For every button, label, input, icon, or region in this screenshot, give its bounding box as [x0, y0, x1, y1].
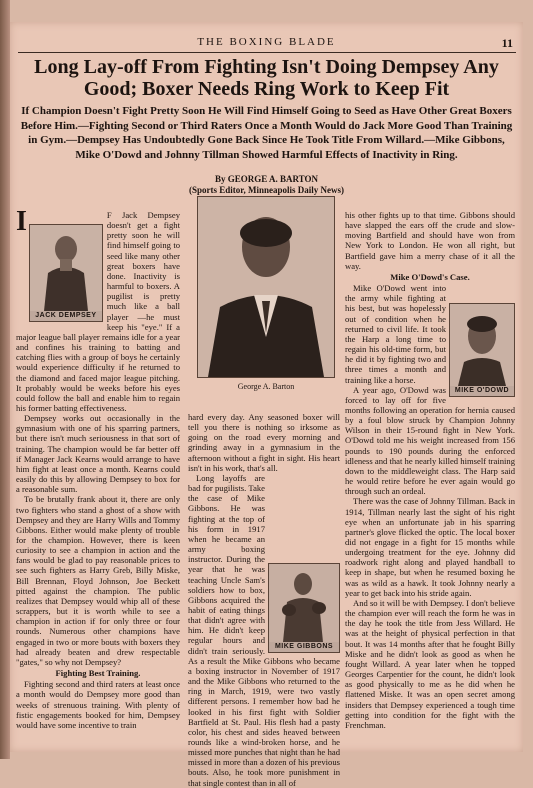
col3-section-heading: Mike O'Dowd's Case.: [390, 271, 470, 282]
col2-para-2: Long layoffs are bad for pugilists. Take the case of Mike Gibbons. He was fighting at the top of his form in 1917 when he became an army boxing instructor. During the year that he was teaching Uncle Sam's soldiers how to box, Gibbons acquired the habit of eating things that didn't agree with him. He didn't keep regular hours and didn't train seriously. As a result the Mike Gibbons who became a boxing instructor in November of 1917 and the Mike Gibbons who returned to the ring in March, 1919, were two vastly different persons. I remember how bad he looked in his first fight with Soldier Bartfield at St. Paul. His flesh had a pasty color, his chest and sides heaved between rounds like a wind-broken horse, and he missed more punches that night than he had missed in more than a dozen of his previous bouts. Also, he took more punishment in that single contest than in all of: [188, 472, 340, 788]
gibbons-photo: [268, 563, 340, 653]
column-2: [188, 412, 340, 788]
col3-para-4: There was the case of Johnny Tillman. Back in 1914, Tillman nearly last the sight of his right eye when an unfortunate jab in his sparring partner's glove flicked the optic. The local boxer did not engage in a fight for 15 months while undergoing treatment for the eye. Johnny did roadwork right along and played handball to keep in shape, but when he resumed boxing he was as wild as a hawk. It took Johnny nearly a year to get back into his stride again.: [345, 496, 515, 598]
author-photo: [197, 196, 335, 400]
column-3: [345, 210, 515, 730]
col3-para-3: A year ago, O'Dowd was forced to lay off for five months following an operation for hernia caused by a foul blow struck by Champion Johnny Wilson in their 15-round fight in New York. O'Dowd told me his weight increased from 156 pounds to 190 pounds during the enforced idleness and that he nearly killed himself training down to the middleweight class. The Harp said he would retire before he ever again would go through such an ordeal.: [345, 384, 515, 497]
col1-para-1: F Jack Dempsey doesn't get a fight pretty soon he will find himself going to seed like many other great boxers have done. Inactivity is harmful to boxers. A pugilist is pretty much like a ball player —he must keep his "eye." If a major league ball player remains idle for a year and confines his training to batting and catching flies with a group of boys he certainly would experience difficulty if he returned to the diamond and faced major league pitching. It probably would be weeks before his eyes could follow the ball and enable him to regain his former batting effectiveness.: [16, 210, 180, 413]
subhead: If Champion Doesn't Fight Pretty Soon He Will Find Himself Going to Seed as Have Other Great Boxers Before Him.—Fighting Second or Third Raters Once a Month Would do Jack More Good Than Training in Gym.—Dempsey Has Undoubtedly Gone Back Since He Took Title From Willard.—Mike Gibbons, Mike O'Dowd and Johnny Tillman Showed Harmful Effects of Inactivity in Ring.: [20, 105, 513, 161]
col3-para-1: his other fights up to that time. Gibbons should have slapped the ears off the crude and slow-moving Bartfield and should have won from New York to London. He won all right, but Bartfield gave him a merry chase of it all the way.: [345, 210, 515, 271]
col3-para-5: And so it will be with Dempsey. I don't believe the champion ever will reach the form he was in the day he took the title from Jess Willard. He was at the height of physical perfection in that bout. It was 14 months after that he fought Billy Miske and he didn't look as good as when he fought Willard. A year later when he topped Georges Carpentier for the count, he didn't look as good physically to me as he did when he flattened Miske. It was an open secret among insiders that Dempsey experienced a tough time getting into condition for the fight with the Frenchman.: [345, 597, 515, 730]
drop-cap: I: [16, 206, 27, 237]
caption-odowd: MIKE O'DOWD: [454, 387, 510, 395]
col3-para-2: Mike O'Dowd went into the army while fighting at his best, but was hopelessly out of condition when he returned to civil life. It took the Harp a long time to regain his old-time form, but he did it by fighting two and three times a month and training like a horse.: [345, 283, 446, 385]
caption-barton: George A. Barton: [237, 382, 295, 391]
page-number: 11: [501, 36, 513, 50]
author-portrait-image: [197, 196, 335, 378]
col1-para-4: Fighting second and third raters at least once a month would do Dempsey more good than weeks of strenuous training. With plenty of fistic engagements booked for him, Dempsey would have some incentive to train: [16, 679, 180, 730]
col1-para-3: To be brutally frank about it, there are only two fighters who stand a ghost of a show with Dempsey and they are Harry Wills and Tommy Gibbons. Either would make plenty of trouble for the champion. However, there is keen curiosity to see a champion in action and the fans would be glad to pay reasonable prices to see such fighters as Harry Greb, Billy Miske, Bill Brennan, Floyd Johnson, Joe Beckett pitted against the champion. The public realizes that Dempsey would whip all of these scrappers, but it is worth while to see a champion in action if for only three or four rounds. Numerous other champions have engaged in two or more bouts with boxers they had already beaten and drew respectable "gates," so why not Dempsey?: [16, 494, 180, 667]
col2-para-1: hard every day. Any seasoned boxer will tell you there is nothing so irksome as going on the road every morning and grinding away in a gymnasium in the afternoon without a fight in sight. His heart isn't in his work, that's all.: [188, 412, 340, 473]
caption-dempsey: JACK DEMPSEY: [35, 312, 97, 319]
odowd-portrait-image: [450, 304, 514, 386]
byline-affiliation: (Sports Editor, Minneapolis Daily News): [189, 185, 344, 195]
dempsey-photo: [29, 224, 103, 322]
book-binding: [0, 0, 10, 759]
column-1: [16, 206, 180, 730]
gibbons-portrait-image: [269, 564, 339, 642]
running-head: THE BOXING BLADE: [197, 36, 336, 48]
col1-section-heading: Fighting Best Training.: [55, 668, 141, 679]
col1-para-2: Dempsey works out occasionally in the gymnasium with one of his sparring partners, but there isn't much seriousness in that sort of training. The champion would be far better off if Manager Jack Kearns would arrange to have him fight at least once a month. Kearns could easily do this by allowing Dempsey to box for a reasonable sum.: [16, 413, 180, 495]
magazine-page: [10, 22, 523, 788]
caption-gibbons: MIKE GIBBONS: [274, 642, 334, 650]
header-rule: [18, 52, 516, 53]
headline: Long Lay-off From Fighting Isn't Doing Dempsey Any Good; Boxer Needs Ring Work to Keep Fit: [34, 56, 499, 100]
byline-author: By GEORGE A. BARTON: [214, 174, 319, 184]
boxer-portrait-image: [30, 225, 102, 311]
byline: [10, 174, 523, 196]
odowd-photo: [449, 303, 515, 397]
